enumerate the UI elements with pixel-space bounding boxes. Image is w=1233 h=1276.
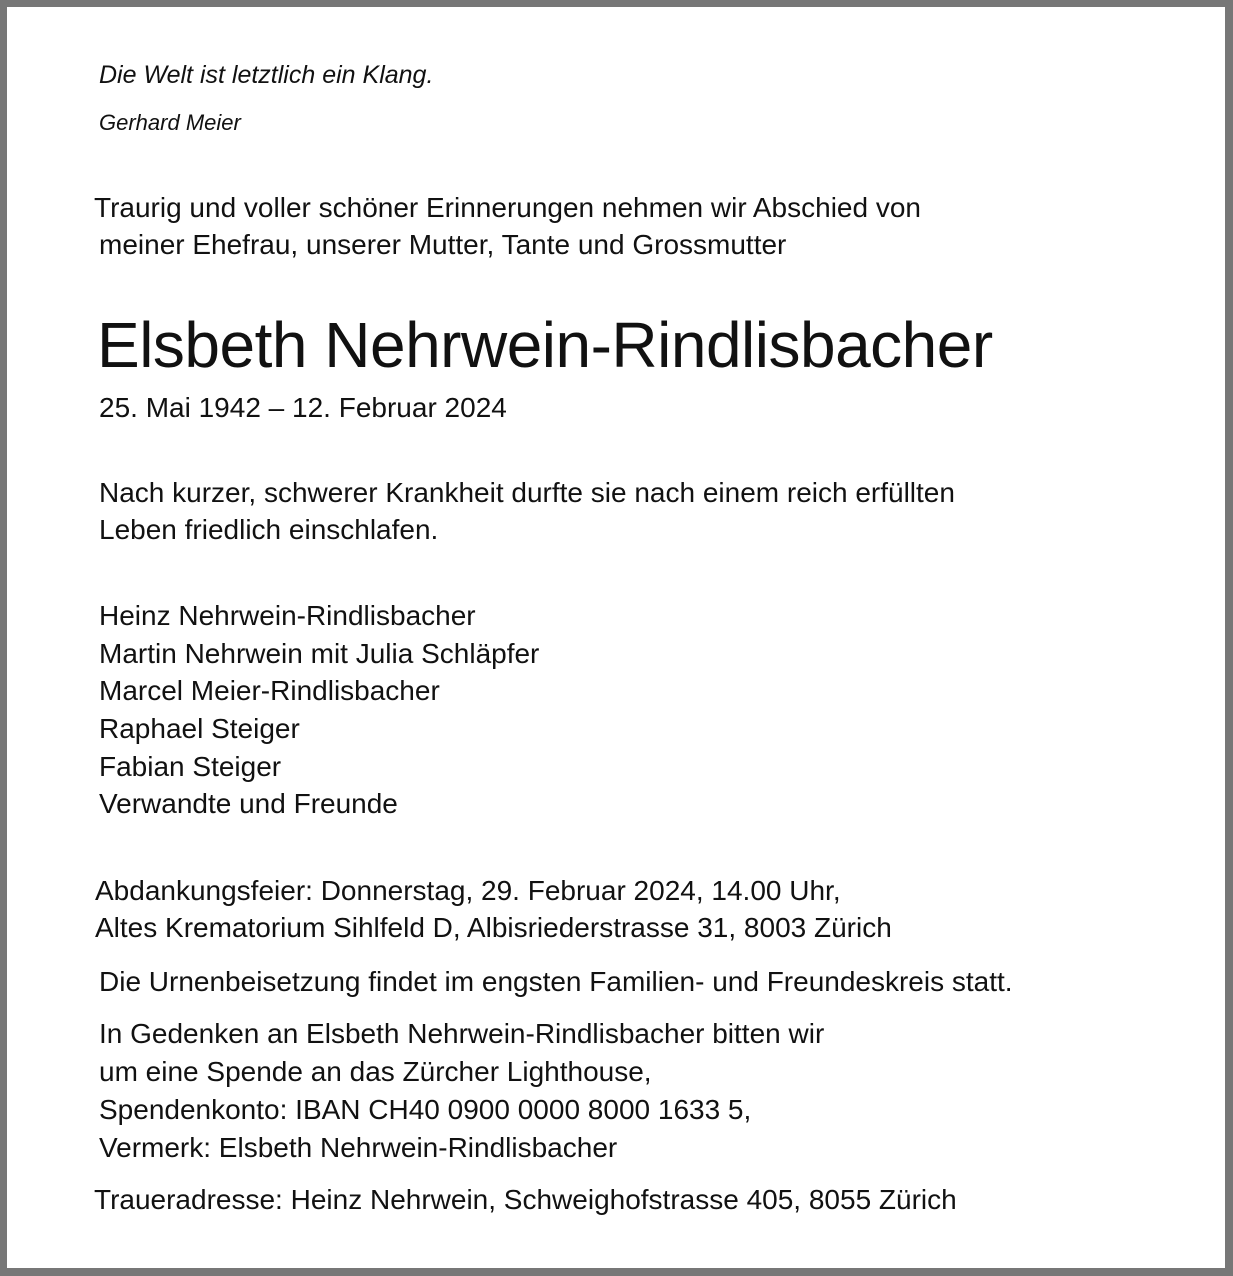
mourner: Martin Nehrwein mit Julia Schläpfer [99,638,540,669]
deceased-name: Elsbeth Nehrwein-Rindlisbacher [97,309,993,381]
quote-author: Gerhard Meier [99,110,241,135]
mourner: Marcel Meier-Rindlisbacher [99,675,440,706]
donation-line: um eine Spende an das Zürcher Lighthouse, [99,1056,652,1087]
donation-line: Vermerk: Elsbeth Nehrwein-Rindlisbacher [99,1132,618,1163]
quote-text: Die Welt ist letztlich ein Klang. [99,61,434,89]
intro-line: Traurig und voller schöner Erinnerungen nehmen wir Abschied von [94,192,921,223]
obituary-page [7,7,1225,1268]
mourner: Fabian Steiger [99,751,282,782]
ceremony-line: Altes Krematorium Sihlfeld D, Albisriederstrasse 31, 8003 Zürich [95,912,892,943]
mourner: Heinz Nehrwein-Rindlisbacher [99,600,476,631]
mourner: Raphael Steiger [99,713,300,744]
intro-line: meiner Ehefrau, unserer Mutter, Tante und Grossmutter [99,229,787,260]
mourner: Verwandte und Freunde [99,788,398,819]
life-dates: 25. Mai 1942 – 12. Februar 2024 [99,392,507,423]
ceremony-line: Abdankungsfeier: Donnerstag, 29. Februar 2024, 14.00 Uhr, [95,875,841,906]
burial-note: Die Urnenbeisetzung findet im engsten Familien- und Freundeskreis statt. [99,966,1013,997]
passing-line: Nach kurzer, schwerer Krankheit durfte sie nach einem reich erfüllten [99,477,955,508]
donation-line: Spendenkonto: IBAN CH40 0900 0000 8000 1633 5, [99,1094,752,1125]
donation-line: In Gedenken an Elsbeth Nehrwein-Rindlisbacher bitten wir [99,1018,825,1049]
mourning-address: Traueradresse: Heinz Nehrwein, Schweighofstrasse 405, 8055 Zürich [94,1184,957,1215]
passing-line: Leben friedlich einschlafen. [99,514,439,545]
